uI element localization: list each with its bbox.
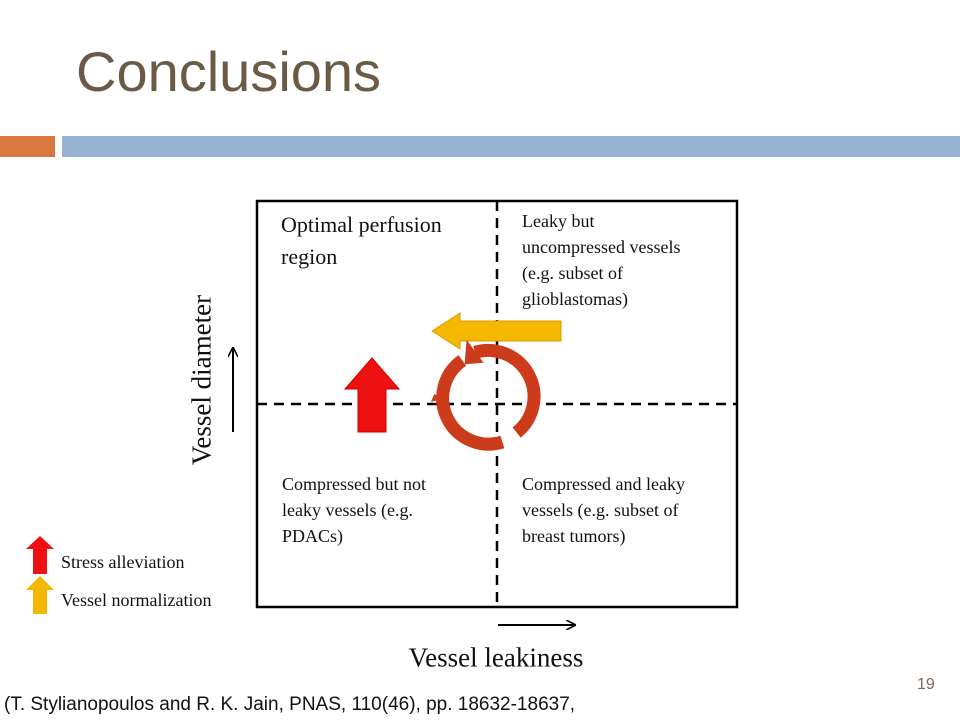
cycle-arrow-icon (431, 340, 534, 444)
quadrant-top-left-text: Optimal perfusion region (281, 212, 442, 269)
slide-title: Conclusions (76, 40, 382, 103)
y-axis-label: Vessel diameter (186, 294, 217, 466)
legend-normalization-swatch (26, 576, 54, 614)
citation: (T. Stylianopoulos and R. K. Jain, PNAS, 110(46), pp. 18632-18637, (4, 694, 576, 715)
x-axis-label: Vessel leakiness (408, 642, 584, 673)
quadrant-bottom-right-text: Compressed and leaky vessels (e.g. subset of breast tumors) (522, 474, 685, 546)
stress-alleviation-arrow (345, 358, 399, 432)
legend-normalization-label: Vessel normalization (61, 590, 212, 610)
legend-stress-swatch (26, 536, 54, 574)
legend-stress-label: Stress alleviation (61, 552, 185, 572)
page-number: 19 (917, 676, 935, 693)
quadrant-bottom-left-text: Compressed but not leaky vessels (e.g. PDACs) (282, 474, 426, 546)
quadrant-top-right-text: Leaky but uncompressed vessels (e.g. subset of glioblastomas) (522, 211, 681, 309)
